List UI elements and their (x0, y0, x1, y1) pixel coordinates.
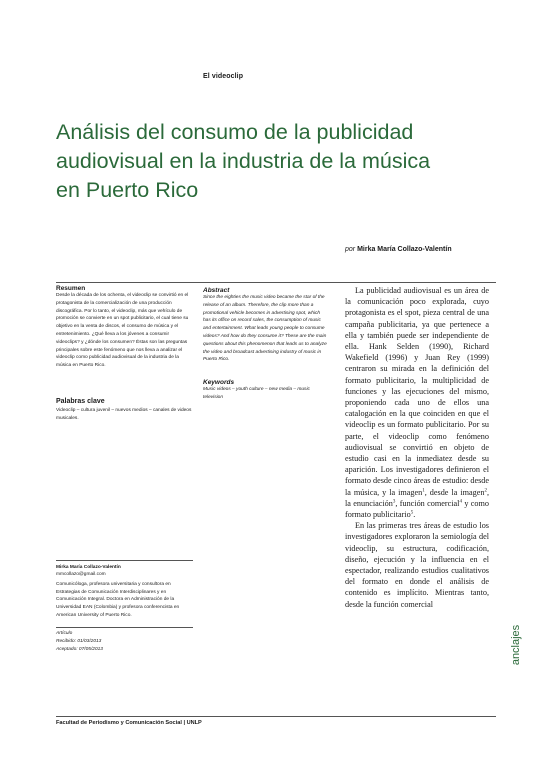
body-paragraph: La publicidad audiovisual es un área de la comunicación poco explorada, cuyo protagonista es el spot, pieza central de una campaña publicitaria, ya que pertenece a ella y también puede ser independiente de ella. Hank Selden (1990), Richard Wakefield (1996) y Juan Rey (1999) centraron su mirada en la definición del formato publicitario, la multiplicidad de funciones y las ejecuciones del mismo, proponiendo cada uno de ellos una catalogación en la que coinciden en que el videoclip es un formato publicitario. Por su parte, el videoclip como fenómeno audiovisual se convirtió en objeto de estudio casi en la inmediatez desde su aparición. Los investigadores definieron el formato desde cinco áreas de estudio: desde la música, y la imagen$^1$, desde la imagen$^2$, la enunciación$^3$, función comercial$^4$ y como formato publicitario$^5$. (345, 286, 489, 520)
keywords-heading: Keywords (203, 379, 235, 386)
body-text (345, 285, 489, 610)
section-label: El videoclip (203, 73, 244, 80)
journal-name: anclajes (510, 624, 522, 666)
abstract-text: Since the eighties the music video became the star of the release of an album. Therefore, the clip more than a promotional vehicle becomes in advertising spot, which has its office on record sales, the consumption of music and entertainment. What leads young people to consume videos? And how do they consume it? These are the main questions about this phenomenon that leads us to analyze the video and broadcast advertising industry of music in Puerto Rico. (203, 295, 327, 363)
author-bio: Comunicóloga, profesora universitaria y consultora en Estrategias de Comunicación Interdisciplinares y en Comunicación Integral. Doctora en Administración de la Universidad EAN (Colombia) y profesora conferencista en American University of Puerto Rico. (56, 581, 180, 618)
accepted-date: Aceptado: 07/05/2013 (56, 646, 103, 652)
author-name: Mirka María Collazo-Valentín (357, 246, 452, 253)
palabras-clave-block (56, 398, 193, 423)
keywords-text: Music videos – youth culture – new media – music television (203, 387, 310, 400)
article-type: Artículo (56, 631, 73, 636)
article-title: Análisis del consumo de la publicidad audiovisual en la industria de la música en Puerto Rico (56, 120, 431, 202)
divider-top (56, 282, 496, 283)
received-date: Recibido: 01/03/2013 (56, 638, 102, 644)
resumen-heading: Resumen (56, 285, 86, 292)
article-meta (56, 630, 193, 653)
abstract-heading: Abstract (203, 287, 230, 294)
journal-side-tab (506, 615, 526, 675)
byline (345, 243, 495, 256)
palabras-clave-text: Videoclip – cultura juvenil – nuevos medios – canales de videos musicales. (56, 408, 192, 421)
body-paragraph: En las primeras tres áreas de estudio los investigadores exploraron la semiología del videoclip, su estructura, codificación, diseño, ejecución y la influencia en el espectador, realizando estudios cualitativos del formato en donde el análisis de contenido es implícito. Mientras tanto, desde la función comercial (345, 521, 489, 609)
divider-meta (56, 627, 193, 628)
abstract-block (203, 287, 328, 364)
divider-footer (56, 716, 496, 717)
page-footer: Facultad de Periodismo y Comunicación Social | UNLP (56, 720, 202, 726)
resumen-block (56, 285, 193, 370)
resumen-text: Desde la década de los ochenta, el videoclip se convirtió en el protagonista de la comercialización de una producción discográfica. Por lo tanto, el videoclip, más que vehículo de promoción se convierte en un spot publicitario, el cual tiene su objetivo en la venta de discos, el consumo de música y el entretenimiento. ¿Qué lleva a los jóvenes a consumir videoclips? y ¿dónde los consumen? Éstas son las preguntas principales sobre este fenómeno que nos lleva a analizar el videoclip como publicidad audiovisual de la industria de la música en Puerto Rico. (56, 293, 189, 369)
palabras-clave-heading: Palabras clave (56, 398, 105, 405)
author-block-name: Mirka María Collazo-Valentín (56, 565, 121, 570)
author-block (56, 564, 193, 620)
author-email: mmcollazo@gmail.com (56, 572, 106, 577)
keywords-block (203, 379, 328, 402)
divider-author (56, 560, 193, 561)
byline-prefix: por (345, 246, 356, 253)
